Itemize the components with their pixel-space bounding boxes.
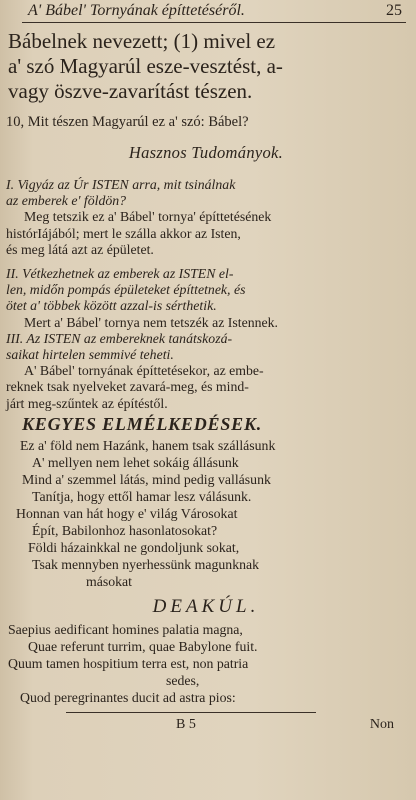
- header-rule: [22, 22, 406, 23]
- question: 10, Mit tészen Magyarúl ez a' szó: Bábel?: [6, 114, 249, 130]
- deakul-title: DEAKÚL.: [152, 595, 260, 617]
- latin-line: Quum tamen hospitium terra est, non patria: [8, 655, 249, 671]
- kegyes-title: KEGYES ELMÉLKEDÉSEK.: [22, 413, 263, 434]
- intro-line: vagy öszve-zavarítást tészen.: [8, 79, 253, 103]
- lesson-ii: [6, 266, 406, 331]
- lesson-heading-line: I. Vigyáz az Úr ISTEN arra, mit tsinálnak: [6, 177, 236, 192]
- lesson-heading-line: az emberek e' földön?: [6, 193, 127, 209]
- intro-text: [8, 29, 406, 104]
- poem-line: Épít, Babilonhoz hasonlatosokat?: [32, 522, 218, 538]
- page-number: 25: [386, 2, 402, 19]
- lesson-heading-line: saikat hirtelen semmivé teheti.: [6, 347, 174, 363]
- lesson-body-line: histórIájából; mert le szálla akkor az Isten,: [6, 225, 241, 241]
- running-title: A' Bábel' Tornyának építtetéséről.: [28, 2, 245, 19]
- poem-line: Tanítja, hogy ettől hamar lesz válásunk.: [32, 488, 252, 504]
- signature-mark: B 5: [176, 716, 196, 732]
- latin-verse: [6, 621, 406, 706]
- catchword: Non: [369, 716, 394, 732]
- intro-line: a' szó Magyarúl esze-vesztést, a-: [8, 54, 283, 78]
- lesson-body-line: A' Bábel' tornyának építtetésekor, az embe-: [24, 363, 264, 379]
- lesson-i: [6, 177, 406, 258]
- lesson-body-line: és meg látá azt az épületet.: [6, 241, 154, 257]
- latin-line: sedes,: [166, 672, 200, 688]
- page-footer: [6, 717, 406, 733]
- latin-line: Saepius aedificant homines palatia magna,: [8, 621, 243, 637]
- poem-line: Földi házainkkal ne gondoljunk sokat,: [28, 539, 240, 555]
- latin-line: Quae referunt turrim, quae Babylone fuit.: [28, 638, 258, 654]
- lesson-heading-line: II. Vétkezhetnek az emberek az ISTEN el-: [6, 266, 234, 282]
- lesson-heading-line: ötet a' többek között azzal-is sérthetik.: [6, 298, 217, 314]
- poem-line: Tsak mennyben nyerhessünk magunknak: [32, 556, 260, 572]
- poem-line: Ez a' föld nem Hazánk, hanem tsak szállásunk: [20, 437, 276, 453]
- lesson-body-line: Mert a' Bábel' tornya nem tetszék az Istennek.: [24, 314, 278, 330]
- poem: [6, 437, 406, 590]
- lesson-body-line: reknek tsak nyelveket zavará-meg, és mind-: [6, 379, 249, 395]
- poem-line: Mind a' szemmel látás, mind pedig vallásunk: [22, 471, 271, 487]
- lesson-heading-line: len, midőn pompás épületeket építtetnek, és: [6, 282, 246, 298]
- section-title: Hasznos Tudományok.: [128, 143, 284, 162]
- intro-line: Bábelnek nevezett; (1) mivel ez: [8, 29, 276, 53]
- poem-line: A' mellyen nem lehet sokáig állásunk: [32, 454, 239, 470]
- lesson-iii: [6, 331, 406, 412]
- lesson-body-line: Meg tetszik ez a' Bábel' tornya' építtetésének: [24, 209, 272, 225]
- footer-rule: [66, 712, 316, 713]
- lesson-body-line: járt meg-szűntek az építéstől.: [6, 395, 168, 411]
- poem-line: Honnan van hát hogy e' világ Városokat: [16, 505, 238, 521]
- poem-line: másokat: [86, 573, 132, 589]
- running-header: [6, 2, 406, 20]
- lesson-heading-line: III. Az ISTEN az embereknek tanátskozá-: [6, 330, 233, 346]
- latin-line: Quod peregrinantes ducit ad astra pios:: [20, 689, 236, 705]
